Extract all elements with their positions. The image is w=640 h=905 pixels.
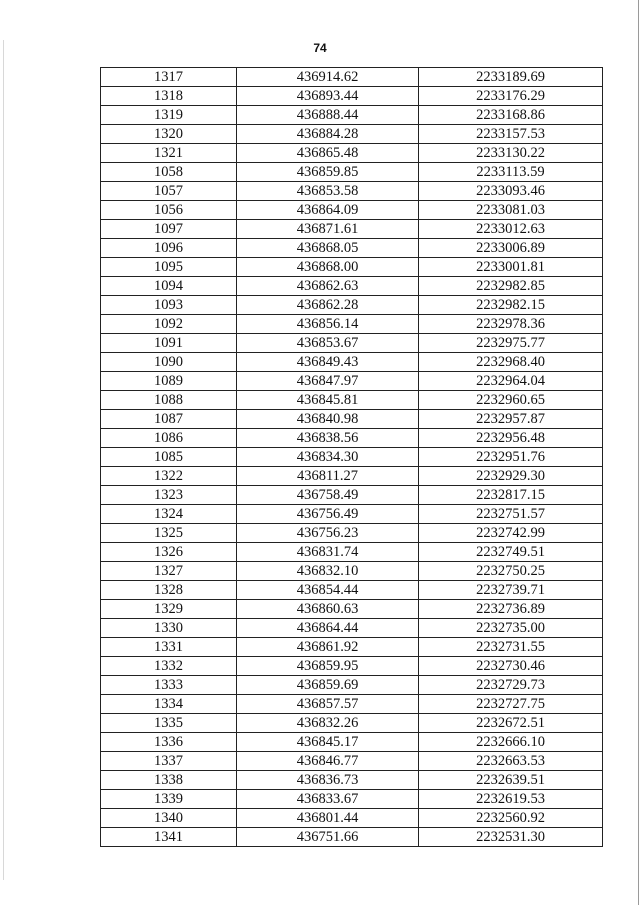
x-coordinate-cell: 436832.10 [237,562,419,581]
y-coordinate-cell: 2232736.89 [419,600,603,619]
table-row [101,771,603,790]
scan-edge-left [3,40,4,880]
table-row [101,201,603,220]
x-coordinate-cell: 436832.26 [237,714,419,733]
y-coordinate-cell: 2232750.25 [419,562,603,581]
point-id-cell: 1335 [101,714,237,733]
y-coordinate-cell: 2232751.57 [419,505,603,524]
x-coordinate-cell: 436862.63 [237,277,419,296]
x-coordinate-cell: 436862.28 [237,296,419,315]
y-coordinate-cell: 2233176.29 [419,87,603,106]
point-id-cell: 1331 [101,638,237,657]
table-row [101,809,603,828]
table-row [101,220,603,239]
x-coordinate-cell: 436856.14 [237,315,419,334]
table-row [101,543,603,562]
table-row [101,562,603,581]
table-row [101,144,603,163]
point-id-cell: 1089 [101,372,237,391]
y-coordinate-cell: 2232727.75 [419,695,603,714]
x-coordinate-cell: 436840.98 [237,410,419,429]
y-coordinate-cell: 2233168.86 [419,106,603,125]
table-row [101,277,603,296]
y-coordinate-cell: 2232742.99 [419,524,603,543]
x-coordinate-cell: 436756.23 [237,524,419,543]
point-id-cell: 1088 [101,391,237,410]
x-coordinate-cell: 436860.63 [237,600,419,619]
point-id-cell: 1329 [101,600,237,619]
x-coordinate-cell: 436831.74 [237,543,419,562]
x-coordinate-cell: 436838.56 [237,429,419,448]
y-coordinate-cell: 2232531.30 [419,828,603,847]
table-row [101,391,603,410]
y-coordinate-cell: 2233189.69 [419,68,603,87]
y-coordinate-cell: 2232964.04 [419,372,603,391]
x-coordinate-cell: 436758.49 [237,486,419,505]
y-coordinate-cell: 2233157.53 [419,125,603,144]
table-row [101,638,603,657]
point-id-cell: 1318 [101,87,237,106]
y-coordinate-cell: 2233113.59 [419,163,603,182]
table-row [101,695,603,714]
x-coordinate-cell: 436854.44 [237,581,419,600]
table-row [101,125,603,144]
table-row [101,87,603,106]
table-row [101,372,603,391]
x-coordinate-cell: 436849.43 [237,353,419,372]
x-coordinate-cell: 436847.97 [237,372,419,391]
x-coordinate-cell: 436756.49 [237,505,419,524]
x-coordinate-cell: 436884.28 [237,125,419,144]
y-coordinate-cell: 2232639.51 [419,771,603,790]
x-coordinate-cell: 436864.44 [237,619,419,638]
point-id-cell: 1330 [101,619,237,638]
point-id-cell: 1317 [101,68,237,87]
y-coordinate-cell: 2232956.48 [419,429,603,448]
table-row [101,619,603,638]
x-coordinate-cell: 436853.58 [237,182,419,201]
point-id-cell: 1336 [101,733,237,752]
x-coordinate-cell: 436846.77 [237,752,419,771]
point-id-cell: 1093 [101,296,237,315]
point-id-cell: 1058 [101,163,237,182]
x-coordinate-cell: 436811.27 [237,467,419,486]
y-coordinate-cell: 2232735.00 [419,619,603,638]
y-coordinate-cell: 2233081.03 [419,201,603,220]
coordinates-table-body [101,68,603,847]
point-id-cell: 1338 [101,771,237,790]
table-row [101,68,603,87]
point-id-cell: 1324 [101,505,237,524]
point-id-cell: 1085 [101,448,237,467]
table-row [101,752,603,771]
point-id-cell: 1327 [101,562,237,581]
y-coordinate-cell: 2232957.87 [419,410,603,429]
table-row [101,657,603,676]
table-row [101,106,603,125]
point-id-cell: 1092 [101,315,237,334]
y-coordinate-cell: 2232978.36 [419,315,603,334]
x-coordinate-cell: 436871.61 [237,220,419,239]
y-coordinate-cell: 2232731.55 [419,638,603,657]
table-row [101,448,603,467]
table-row [101,790,603,809]
x-coordinate-cell: 436888.44 [237,106,419,125]
table-row [101,676,603,695]
y-coordinate-cell: 2232663.53 [419,752,603,771]
x-coordinate-cell: 436845.81 [237,391,419,410]
point-id-cell: 1340 [101,809,237,828]
x-coordinate-cell: 436845.17 [237,733,419,752]
x-coordinate-cell: 436893.44 [237,87,419,106]
y-coordinate-cell: 2232982.15 [419,296,603,315]
table-row [101,296,603,315]
x-coordinate-cell: 436859.69 [237,676,419,695]
table-row [101,733,603,752]
point-id-cell: 1333 [101,676,237,695]
point-id-cell: 1057 [101,182,237,201]
table-row [101,600,603,619]
table-row [101,505,603,524]
table-row [101,163,603,182]
coordinates-table [100,67,603,847]
table-row [101,828,603,847]
y-coordinate-cell: 2233006.89 [419,239,603,258]
y-coordinate-cell: 2232619.53 [419,790,603,809]
x-coordinate-cell: 436868.05 [237,239,419,258]
point-id-cell: 1090 [101,353,237,372]
y-coordinate-cell: 2232730.46 [419,657,603,676]
y-coordinate-cell: 2233093.46 [419,182,603,201]
x-coordinate-cell: 436833.67 [237,790,419,809]
point-id-cell: 1341 [101,828,237,847]
x-coordinate-cell: 436861.92 [237,638,419,657]
y-coordinate-cell: 2232817.15 [419,486,603,505]
scan-edge-right [638,0,639,905]
point-id-cell: 1325 [101,524,237,543]
y-coordinate-cell: 2232975.77 [419,334,603,353]
point-id-cell: 1319 [101,106,237,125]
y-coordinate-cell: 2232739.71 [419,581,603,600]
point-id-cell: 1091 [101,334,237,353]
x-coordinate-cell: 436853.67 [237,334,419,353]
y-coordinate-cell: 2232749.51 [419,543,603,562]
table-row [101,334,603,353]
table-row [101,467,603,486]
table-row [101,524,603,543]
y-coordinate-cell: 2232672.51 [419,714,603,733]
point-id-cell: 1323 [101,486,237,505]
x-coordinate-cell: 436859.95 [237,657,419,676]
x-coordinate-cell: 436801.44 [237,809,419,828]
page-number: 74 [313,41,327,55]
table-row [101,315,603,334]
x-coordinate-cell: 436864.09 [237,201,419,220]
table-row [101,486,603,505]
y-coordinate-cell: 2232968.40 [419,353,603,372]
y-coordinate-cell: 2232929.30 [419,467,603,486]
y-coordinate-cell: 2233001.81 [419,258,603,277]
x-coordinate-cell: 436914.62 [237,68,419,87]
y-coordinate-cell: 2233012.63 [419,220,603,239]
y-coordinate-cell: 2232982.85 [419,277,603,296]
point-id-cell: 1326 [101,543,237,562]
y-coordinate-cell: 2232729.73 [419,676,603,695]
x-coordinate-cell: 436865.48 [237,144,419,163]
x-coordinate-cell: 436857.57 [237,695,419,714]
point-id-cell: 1087 [101,410,237,429]
x-coordinate-cell: 436836.73 [237,771,419,790]
point-id-cell: 1094 [101,277,237,296]
y-coordinate-cell: 2232666.10 [419,733,603,752]
table-row [101,429,603,448]
point-id-cell: 1086 [101,429,237,448]
table-row [101,714,603,733]
y-coordinate-cell: 2232560.92 [419,809,603,828]
table-row [101,353,603,372]
point-id-cell: 1322 [101,467,237,486]
x-coordinate-cell: 436868.00 [237,258,419,277]
table-row [101,581,603,600]
point-id-cell: 1096 [101,239,237,258]
table-row [101,258,603,277]
y-coordinate-cell: 2232951.76 [419,448,603,467]
table-row [101,182,603,201]
y-coordinate-cell: 2232960.65 [419,391,603,410]
y-coordinate-cell: 2233130.22 [419,144,603,163]
point-id-cell: 1332 [101,657,237,676]
point-id-cell: 1056 [101,201,237,220]
point-id-cell: 1328 [101,581,237,600]
table-row [101,410,603,429]
point-id-cell: 1339 [101,790,237,809]
point-id-cell: 1320 [101,125,237,144]
point-id-cell: 1337 [101,752,237,771]
point-id-cell: 1095 [101,258,237,277]
x-coordinate-cell: 436834.30 [237,448,419,467]
point-id-cell: 1097 [101,220,237,239]
table-row [101,239,603,258]
x-coordinate-cell: 436751.66 [237,828,419,847]
x-coordinate-cell: 436859.85 [237,163,419,182]
point-id-cell: 1321 [101,144,237,163]
point-id-cell: 1334 [101,695,237,714]
